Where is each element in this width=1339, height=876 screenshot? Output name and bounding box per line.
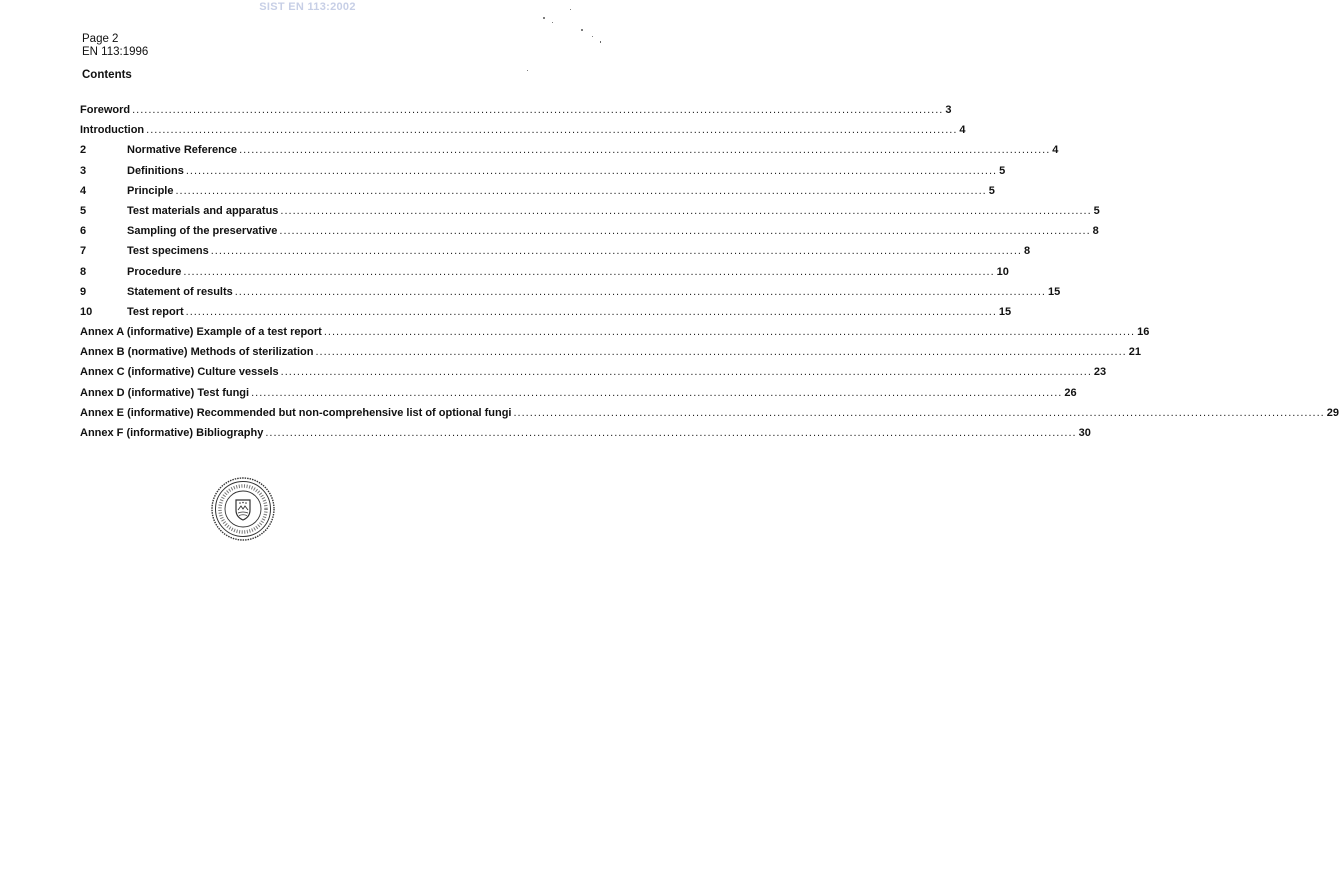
toc-entry-title: Introduction	[80, 124, 145, 137]
toc-dot-leader: ........................................................................................................................................................................................................	[315, 346, 1127, 359]
toc-dot-leader: ........................................................................................................................................................................................................	[323, 326, 1136, 339]
toc-page-number: 4	[1052, 144, 1059, 157]
toc-page-number: 21	[1128, 346, 1141, 359]
contents-heading: Contents	[82, 69, 132, 81]
toc-dot-leader: ........................................................................................................................................................................................................	[280, 366, 1092, 379]
toc-entry	[80, 406, 1339, 427]
toc-dot-leader: ........................................................................................................................................................................................................	[132, 104, 944, 116]
toc-section-number: 4	[80, 184, 87, 197]
toc-entry-title: Annex B (normative) Methods of sterilization	[80, 346, 314, 359]
toc-entry	[80, 124, 966, 144]
toc-page-number: 3	[945, 104, 952, 116]
toc-page-number: 16	[1137, 326, 1150, 339]
scan-speck	[543, 17, 545, 19]
toc-entry	[80, 366, 1107, 386]
toc-dot-leader: ........................................................................................................................................................................................................	[279, 225, 1091, 238]
toc-entry	[80, 346, 1141, 366]
toc-entry	[80, 326, 1150, 346]
toc-page-number: 15	[998, 305, 1012, 318]
toc-entry-title: Test report	[127, 305, 184, 318]
toc-dot-leader: ........................................................................................................................................................................................................	[251, 386, 1063, 399]
toc-entry-title: Test materials and apparatus	[127, 204, 279, 217]
page-number-label: Page 2	[82, 33, 119, 45]
toc-entry	[80, 427, 1091, 447]
toc-entry-title: Annex D (informative) Test fungi	[80, 386, 250, 399]
toc-section-number: 2	[80, 144, 87, 157]
official-seal	[210, 476, 276, 542]
toc-entry	[80, 184, 995, 205]
watermark: SIST EN 113:2002	[259, 1, 356, 13]
toc-dot-leader: ........................................................................................................................................................................................................	[146, 124, 958, 137]
toc-section-number: 3	[80, 164, 87, 177]
toc-dot-leader: ........................................................................................................................................................................................................	[175, 184, 987, 197]
toc-entry	[80, 225, 1099, 245]
toc-page-number: 26	[1064, 386, 1077, 399]
page-header	[82, 33, 148, 59]
toc-page-number: 10	[996, 265, 1009, 278]
toc-entry-title: Normative Reference	[127, 144, 238, 157]
toc-dot-leader: ........................................................................................................................................................................................................	[210, 245, 1022, 258]
scan-speck	[592, 36, 593, 37]
toc-section-number: 8	[80, 265, 87, 278]
toc-page-number: 5	[999, 164, 1006, 177]
toc-page-number: 5	[988, 184, 995, 197]
toc-page-number: 30	[1078, 427, 1091, 439]
toc-entry	[80, 104, 952, 124]
table-of-contents	[80, 104, 1339, 447]
toc-dot-leader: ........................................................................................................................................................................................................	[239, 144, 1051, 157]
toc-entry-title: Test specimens	[127, 245, 209, 258]
toc-entry-title: Principle	[127, 184, 174, 197]
toc-page-number: 4	[959, 124, 966, 137]
toc-entry	[80, 386, 1077, 407]
scan-speck	[570, 9, 571, 10]
toc-section-number: 5	[80, 204, 87, 217]
scan-speck	[581, 29, 583, 31]
toc-entry	[80, 305, 1012, 326]
toc-dot-leader: ........................................................................................................................................................................................................	[185, 164, 998, 177]
toc-page-number: 5	[1093, 204, 1100, 217]
toc-page-number: 29	[1326, 406, 1339, 419]
toc-entry-title: Definitions	[127, 164, 184, 177]
toc-section-number: 10	[80, 305, 93, 318]
toc-page-number: 8	[1092, 225, 1099, 238]
toc-dot-leader: ........................................................................................................................................................................................................	[280, 204, 1092, 217]
toc-entry-title: Annex E (informative) Recommended but non-comprehensive list of optional fungi	[80, 406, 512, 419]
toc-entry-title: Annex A (informative) Example of a test report	[80, 326, 322, 339]
toc-entry	[80, 245, 1031, 265]
toc-entry-title: Procedure	[127, 265, 182, 278]
toc-page-number: 15	[1047, 285, 1061, 298]
toc-dot-leader: ........................................................................................................................................................................................................	[185, 305, 997, 318]
toc-entry-title: Sampling of the preservative	[127, 225, 278, 238]
scan-speck	[552, 22, 553, 23]
toc-dot-leader: ........................................................................................................................................................................................................	[513, 406, 1325, 419]
scan-speck	[527, 70, 528, 71]
toc-entry-title: Annex C (informative) Culture vessels	[80, 366, 279, 379]
toc-entry	[80, 204, 1100, 225]
toc-section-number: 7	[80, 245, 87, 258]
scan-speck	[600, 41, 601, 43]
toc-entry	[80, 285, 1061, 306]
toc-dot-leader: ........................................................................................................................................................................................................	[265, 427, 1077, 439]
toc-page-number: 8	[1023, 245, 1031, 258]
toc-entry	[80, 144, 1059, 164]
toc-entry-title: Statement of results	[127, 285, 233, 298]
toc-dot-leader: ........................................................................................................................................................................................................	[183, 265, 995, 278]
toc-entry-title: Foreword	[80, 104, 131, 116]
toc-entry	[80, 164, 1006, 185]
standard-reference: EN 113:1996	[82, 46, 149, 58]
toc-entry	[80, 265, 1009, 286]
toc-entry-title: Annex F (informative) Bibliography	[80, 427, 264, 439]
toc-page-number: 23	[1093, 366, 1107, 379]
toc-section-number: 9	[80, 285, 87, 298]
toc-section-number: 6	[80, 225, 87, 238]
toc-dot-leader: ........................................................................................................................................................................................................	[234, 285, 1046, 298]
